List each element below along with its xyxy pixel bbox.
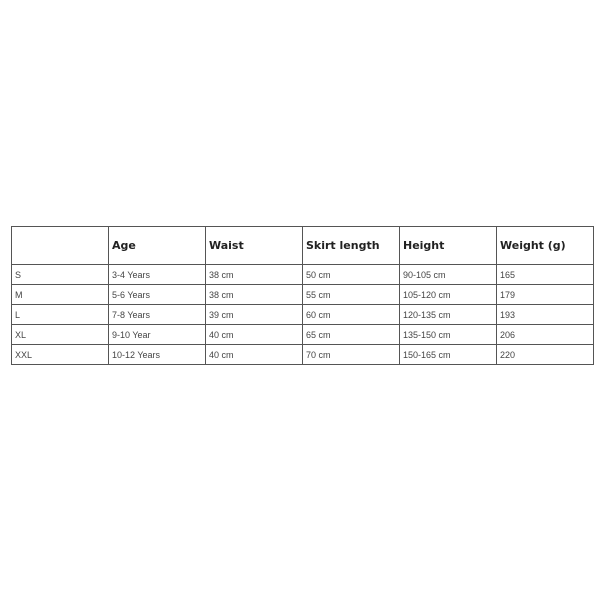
header-row (12, 227, 594, 265)
cell-age: 10-12 Years (109, 345, 206, 365)
cell-height: 135-150 cm (400, 325, 497, 345)
cell-weight: 206 (497, 325, 594, 345)
header-weight: Weight (g) (497, 227, 594, 265)
cell-height: 150-165 cm (400, 345, 497, 365)
cell-waist: 40 cm (206, 345, 303, 365)
cell-size: S (12, 265, 109, 285)
cell-size: L (12, 305, 109, 325)
cell-waist: 40 cm (206, 325, 303, 345)
header-size (12, 227, 109, 265)
cell-height: 105-120 cm (400, 285, 497, 305)
cell-height: 90-105 cm (400, 265, 497, 285)
header-age: Age (109, 227, 206, 265)
cell-weight: 220 (497, 345, 594, 365)
cell-size: M (12, 285, 109, 305)
cell-skirt-length: 55 cm (303, 285, 400, 305)
header-height: Height (400, 227, 497, 265)
cell-weight: 179 (497, 285, 594, 305)
table-row (12, 265, 594, 285)
table-row (12, 325, 594, 345)
size-chart-table (11, 226, 594, 365)
cell-weight: 165 (497, 265, 594, 285)
cell-skirt-length: 60 cm (303, 305, 400, 325)
cell-skirt-length: 70 cm (303, 345, 400, 365)
cell-weight: 193 (497, 305, 594, 325)
header-waist: Waist (206, 227, 303, 265)
cell-age: 5-6 Years (109, 285, 206, 305)
cell-size: XL (12, 325, 109, 345)
cell-age: 3-4 Years (109, 265, 206, 285)
table-row (12, 345, 594, 365)
table-row (12, 285, 594, 305)
cell-waist: 39 cm (206, 305, 303, 325)
cell-skirt-length: 50 cm (303, 265, 400, 285)
cell-waist: 38 cm (206, 285, 303, 305)
cell-age: 7-8 Years (109, 305, 206, 325)
cell-skirt-length: 65 cm (303, 325, 400, 345)
cell-waist: 38 cm (206, 265, 303, 285)
header-skirt-length: Skirt length (303, 227, 400, 265)
cell-height: 120-135 cm (400, 305, 497, 325)
cell-age: 9-10 Year (109, 325, 206, 345)
cell-size: XXL (12, 345, 109, 365)
table-row (12, 305, 594, 325)
